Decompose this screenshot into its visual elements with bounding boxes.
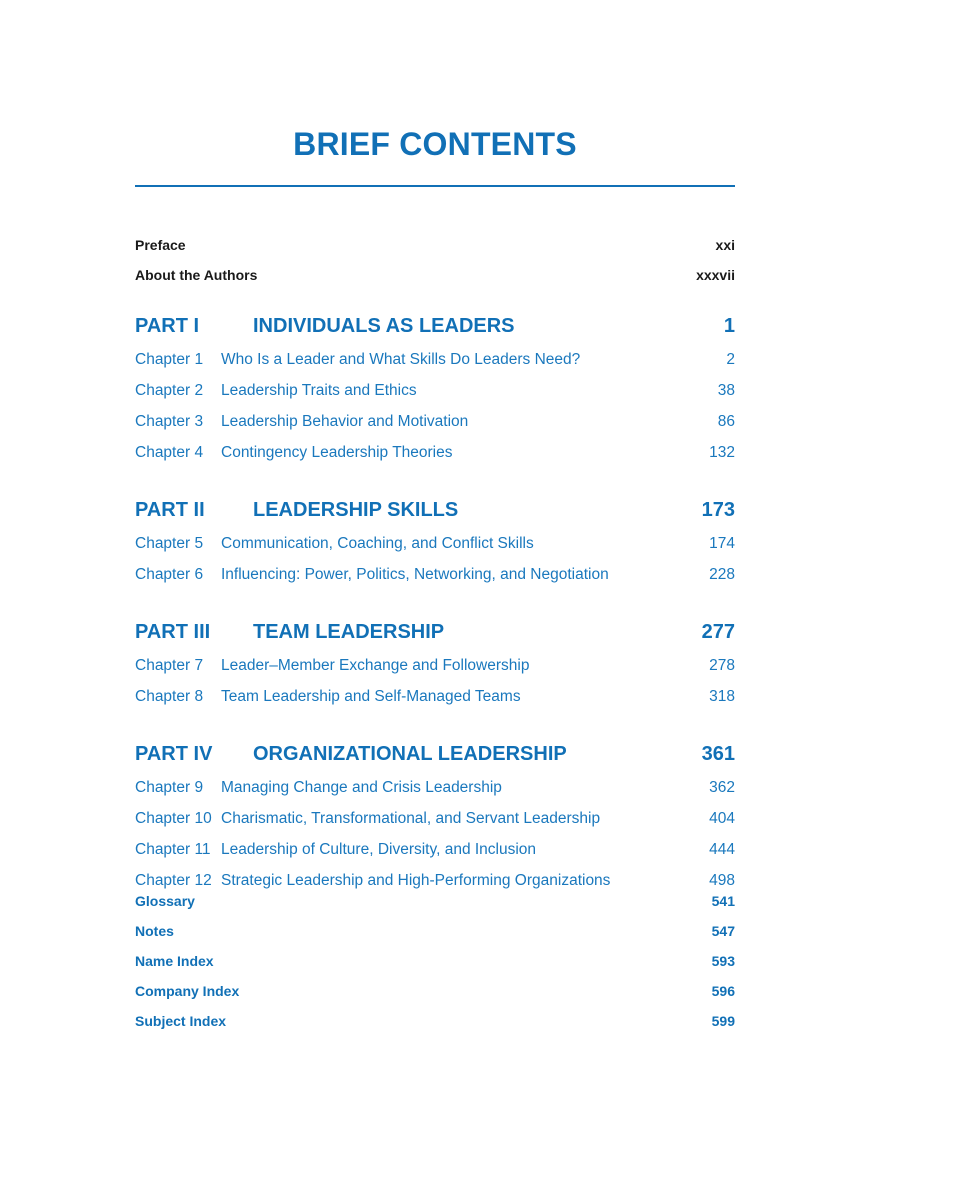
chapter-page: 132 <box>709 443 735 461</box>
chapter-label: Chapter 1 <box>135 350 204 368</box>
back-matter-item[interactable] <box>135 976 735 1006</box>
part-title: INDIVIDUALS AS LEADERS <box>253 314 515 337</box>
chapter-label: Chapter 8 <box>135 687 204 705</box>
front-matter <box>135 230 735 290</box>
part-label: PART IV <box>135 742 213 765</box>
part-heading[interactable] <box>135 736 735 772</box>
back-matter-label: Subject Index <box>135 1013 227 1029</box>
back-matter-item[interactable] <box>135 1006 735 1036</box>
part-label: PART III <box>135 620 211 643</box>
chapter-entry[interactable] <box>135 406 735 437</box>
front-matter-page: xxxvii <box>696 267 735 283</box>
chapter-label: Chapter 12 <box>135 871 212 889</box>
chapter-title: Charismatic, Transformational, and Servant Leadership <box>221 809 601 827</box>
back-matter-page: 541 <box>711 893 735 909</box>
chapter-entry[interactable] <box>135 681 735 712</box>
chapter-page: 444 <box>709 840 735 858</box>
part-section <box>135 614 735 712</box>
chapter-title: Strategic Leadership and High-Performing Organizations <box>221 871 611 889</box>
chapter-label: Chapter 3 <box>135 412 204 430</box>
part-heading[interactable] <box>135 492 735 528</box>
chapter-title: Influencing: Power, Politics, Networking, and Negotiation <box>221 565 609 583</box>
part-label: PART II <box>135 498 205 521</box>
part-title: TEAM LEADERSHIP <box>253 620 445 643</box>
page-title: BRIEF CONTENTS <box>293 126 577 162</box>
part-page: 173 <box>701 498 735 521</box>
chapter-label: Chapter 6 <box>135 565 204 583</box>
back-matter-page: 547 <box>711 923 735 939</box>
chapter-label: Chapter 4 <box>135 443 204 461</box>
front-matter-page: xxi <box>715 237 735 253</box>
chapter-title: Leader–Member Exchange and Followership <box>221 656 530 674</box>
chapter-page: 174 <box>709 534 735 552</box>
chapter-title: Leadership Traits and Ethics <box>221 381 417 399</box>
part-heading[interactable] <box>135 308 735 344</box>
title-divider <box>135 185 735 187</box>
chapter-title: Team Leadership and Self-Managed Teams <box>221 687 521 705</box>
chapter-entry[interactable] <box>135 834 735 865</box>
back-matter-label: Notes <box>135 923 174 939</box>
chapter-entry[interactable] <box>135 344 735 375</box>
chapter-label: Chapter 10 <box>135 809 212 827</box>
back-matter-label: Name Index <box>135 953 214 969</box>
part-page: 361 <box>701 742 735 765</box>
back-matter <box>135 886 735 1036</box>
front-matter-item[interactable] <box>135 230 735 260</box>
back-matter-item[interactable] <box>135 886 735 916</box>
part-heading[interactable] <box>135 614 735 650</box>
parts-list <box>135 308 735 920</box>
chapter-label: Chapter 5 <box>135 534 204 552</box>
chapter-title: Who Is a Leader and What Skills Do Leaders Need? <box>221 350 581 368</box>
chapter-page: 2 <box>726 350 735 368</box>
chapter-entry[interactable] <box>135 559 735 590</box>
chapter-page: 318 <box>709 687 735 705</box>
back-matter-item[interactable] <box>135 916 735 946</box>
part-label: PART I <box>135 314 200 337</box>
chapter-entry[interactable] <box>135 528 735 559</box>
chapter-page: 38 <box>717 381 735 399</box>
front-matter-label: About the Authors <box>135 267 258 283</box>
part-title: LEADERSHIP SKILLS <box>253 498 459 521</box>
back-matter-page: 599 <box>711 1013 735 1029</box>
chapter-label: Chapter 2 <box>135 381 204 399</box>
chapter-page: 228 <box>709 565 735 583</box>
chapter-title: Communication, Coaching, and Conflict Skills <box>221 534 534 552</box>
chapter-label: Chapter 7 <box>135 656 204 674</box>
chapter-entry[interactable] <box>135 772 735 803</box>
part-title: ORGANIZATIONAL LEADERSHIP <box>253 742 567 765</box>
chapter-page: 362 <box>709 778 735 796</box>
back-matter-page: 596 <box>711 983 735 999</box>
part-page: 277 <box>701 620 735 643</box>
chapter-page: 404 <box>709 809 735 827</box>
chapter-title: Contingency Leadership Theories <box>221 443 453 461</box>
chapter-page: 278 <box>709 656 735 674</box>
part-section <box>135 308 735 468</box>
back-matter-label: Glossary <box>135 893 195 909</box>
chapter-entry[interactable] <box>135 650 735 681</box>
chapter-entry[interactable] <box>135 375 735 406</box>
part-page: 1 <box>723 314 735 337</box>
part-section <box>135 736 735 896</box>
part-section <box>135 492 735 590</box>
chapter-entry[interactable] <box>135 437 735 468</box>
chapter-title: Leadership Behavior and Motivation <box>221 412 469 430</box>
chapter-page: 498 <box>709 871 735 889</box>
chapter-label: Chapter 11 <box>135 840 211 858</box>
chapter-label: Chapter 9 <box>135 778 204 796</box>
back-matter-page: 593 <box>711 953 735 969</box>
chapter-title: Leadership of Culture, Diversity, and Inclusion <box>221 840 537 858</box>
chapter-title: Managing Change and Crisis Leadership <box>221 778 502 796</box>
front-matter-item[interactable] <box>135 260 735 290</box>
back-matter-item[interactable] <box>135 946 735 976</box>
front-matter-label: Preface <box>135 237 186 253</box>
chapter-entry[interactable] <box>135 803 735 834</box>
back-matter-label: Company Index <box>135 983 240 999</box>
chapter-page: 86 <box>717 412 735 430</box>
